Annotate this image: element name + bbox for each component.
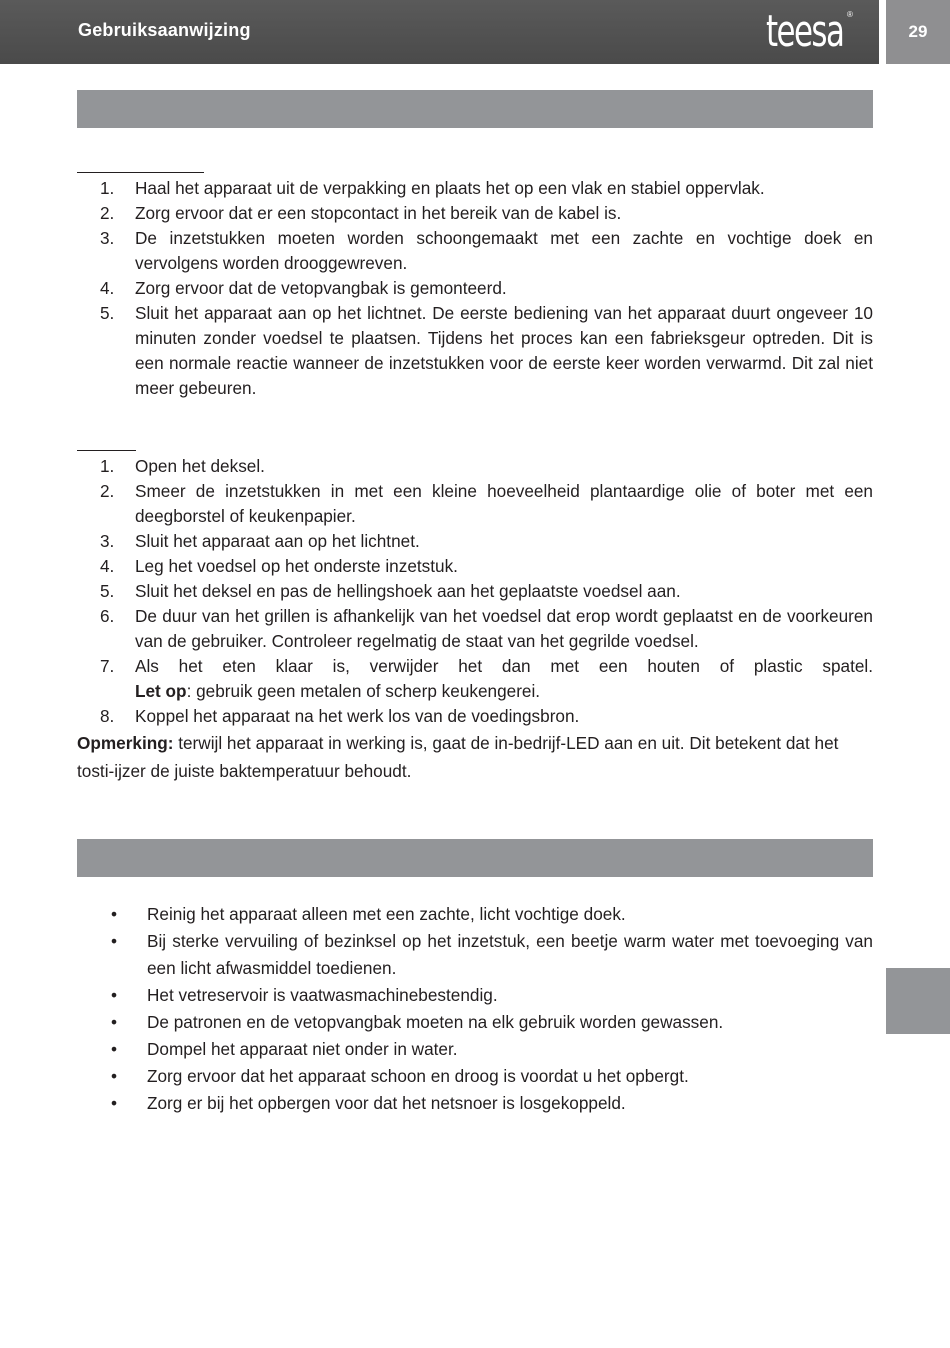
list-item [77, 579, 873, 604]
bullet: • [111, 1093, 118, 1113]
section-header-bar-2 [77, 839, 873, 877]
step-text: De duur van het grillen is afhankelijk van het voedsel dat erop wordt geplaatst en de voorkeuren van de gebruiker. Controleer regelmatig de staat van het gegrilde voedsel. [135, 606, 873, 651]
step-text: Smeer de inzetstukken in met een kleine hoeveelheid plantaardige olie of boter met een deegborstel of keukenpapier. [135, 481, 873, 526]
step-number: 6. [100, 606, 115, 626]
usage-steps-list [77, 454, 873, 729]
bullet: • [111, 931, 118, 951]
list-item [77, 1063, 873, 1090]
step-number: 5. [100, 303, 115, 323]
list-item [77, 529, 873, 554]
step-text: Leg het voedsel op het onderste inzetstuk. [135, 556, 458, 576]
subsection-rule-2 [77, 450, 136, 451]
step-number: 4. [100, 278, 115, 298]
language-side-tab [886, 968, 950, 1034]
list-item [77, 301, 873, 401]
step-text: De inzetstukken moeten worden schoongemaakt met een zachte en vochtige doek en vervolgens worden drooggewreven. [135, 228, 873, 273]
list-item [77, 928, 873, 982]
step-number: 1. [100, 178, 115, 198]
preparation-steps-list [77, 176, 873, 401]
step-number: 3. [100, 228, 115, 248]
header-bar [0, 0, 879, 64]
step-number: 5. [100, 581, 115, 601]
step-text: Open het deksel. [135, 456, 265, 476]
header-title: Gebruiksaanwijzing [78, 20, 251, 40]
registered-mark: ® [847, 10, 853, 19]
step-text: Sluit het apparaat aan op het lichtnet. De eerste bediening van het apparaat duurt ongeveer 10 minuten zonder voedsel te plaatsen. Tijdens het proces kan een fabrieksgeur optreden. Dit is een normale reactie wanneer de inzetstukken voor de eerste keer worden verwarmd. Dit zal niet meer gebeuren. [135, 303, 873, 398]
list-item [77, 1009, 873, 1036]
step-text: Sluit het apparaat aan op het lichtnet. [135, 531, 420, 551]
step-text: Als het eten klaar is, verwijder het dan met een houten of plastic spatel. [135, 656, 873, 676]
bullet-text: Zorg ervoor dat het apparaat schoon en droog is voordat u het opbergt. [147, 1066, 689, 1086]
cleaning-bullet-list [77, 901, 873, 1117]
bullet-text: Dompel het apparaat niet onder in water. [147, 1039, 458, 1059]
step-text: Sluit het deksel en pas de hellingshoek aan het geplaatste voedsel aan. [135, 581, 681, 601]
list-item [77, 454, 873, 479]
bullet-text: Het vetreservoir is vaatwasmachinebestendig. [147, 985, 498, 1005]
note-paragraph [77, 729, 873, 785]
list-item [77, 479, 873, 529]
bullet: • [111, 1066, 118, 1086]
step-number: 2. [100, 481, 115, 501]
bullet: • [111, 985, 118, 1005]
step-text: Koppel het apparaat na het werk los van de voedingsbron. [135, 706, 580, 726]
step-number: 1. [100, 456, 115, 476]
bullet-text: Reinig het apparaat alleen met een zachte, licht vochtige doek. [147, 904, 626, 924]
step-number: 3. [100, 531, 115, 551]
list-item [77, 201, 873, 226]
step-number: 4. [100, 556, 115, 576]
step-text: Zorg ervoor dat de vetopvangbak is gemonteerd. [135, 278, 507, 298]
list-item [77, 554, 873, 579]
step-number: 8. [100, 706, 115, 726]
list-item [77, 704, 873, 729]
bullet-text: Bij sterke vervuiling of bezinksel op het inzetstuk, een beetje warm water met toevoeging van een licht afwasmiddel toedienen. [147, 931, 873, 978]
list-item [77, 1090, 873, 1117]
warning-label: Let op [135, 681, 187, 701]
list-item [77, 901, 873, 928]
section-header-bar-1 [77, 90, 873, 128]
list-item [77, 654, 873, 704]
list-item [77, 1036, 873, 1063]
bullet-text: Zorg er bij het opbergen voor dat het netsnoer is losgekoppeld. [147, 1093, 626, 1113]
list-item [77, 276, 873, 301]
list-item [77, 226, 873, 276]
bullet-text: De patronen en de vetopvangbak moeten na elk gebruik worden gewassen. [147, 1012, 724, 1032]
brand-logo: teesa [766, 6, 844, 57]
subsection-rule-1 [77, 172, 204, 173]
list-item [77, 176, 873, 201]
bullet: • [111, 1039, 118, 1059]
step-number: 7. [100, 656, 115, 676]
note-label: Opmerking: [77, 733, 174, 753]
note-text: terwijl het apparaat in werking is, gaat de in-bedrijf-LED aan en uit. Dit betekent dat het tosti-ijzer de juiste baktemperatuur behoudt. [77, 733, 839, 781]
step-text: Zorg ervoor dat er een stopcontact in het bereik van de kabel is. [135, 203, 622, 223]
warning-text: : gebruik geen metalen of scherp keukengerei. [186, 681, 541, 701]
bullet: • [111, 1012, 118, 1032]
list-item [77, 604, 873, 654]
page-number-box [886, 0, 950, 64]
list-item [77, 982, 873, 1009]
bullet: • [111, 904, 118, 924]
page-number: 29 [908, 22, 928, 41]
step-number: 2. [100, 203, 115, 223]
step-text: Haal het apparaat uit de verpakking en plaats het op een vlak en stabiel oppervlak. [135, 178, 765, 198]
